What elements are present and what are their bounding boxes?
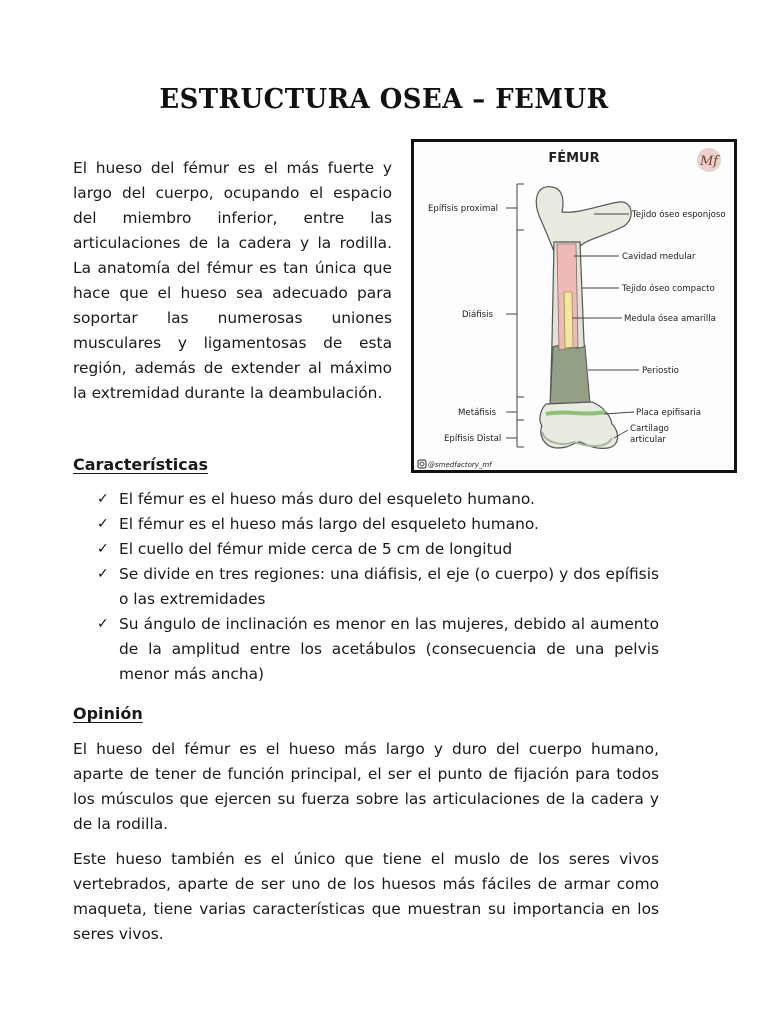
femur-diagram (411, 139, 737, 473)
instagram-credit (418, 460, 493, 469)
logo-text: Mf (699, 154, 719, 169)
left-brackets (506, 184, 524, 447)
label-tejido-compacto: Tejido óseo compacto (622, 284, 715, 294)
list-item: ✓ El cuello del fémur mide cerca de 5 cm de longitud (97, 537, 659, 562)
femur-bone (536, 187, 631, 449)
label-cavidad-medular: Cavidad medular (622, 252, 696, 262)
document-title: ESTRUCTURA OSEA – FEMUR (159, 84, 609, 115)
checkmark-icon: ✓ (97, 516, 109, 532)
figure-title: FÉMUR (548, 151, 600, 166)
label-diafisis: Diáfisis (462, 310, 494, 320)
intro-paragraph: El hueso del fémur es el más fuerte y largo del cuerpo, ocupando el espacio del miembro inferior, entre las articulaciones de la cadera y la rodilla. La anatomía del fémur es tan única que hace que el hueso sea adecuado para soportar las numerosas uniones musculares y ligamentosas de esta región, además de extender al máximo la extremidad durante la deambulación. (73, 159, 392, 402)
opinion-paragraph-2: Este hueso también es el único que tiene el muslo de los seres vivos vertebrados, aparte de ser uno de los huesos más fáciles de armar como maqueta, tiene varias características que muestran su importancia en los seres vivos. (73, 850, 659, 943)
label-tejido-esponjoso: Tejido óseo esponjoso (632, 210, 726, 220)
list-item: ✓ El fémur es el hueso más largo del esqueleto humano. (97, 512, 659, 537)
label-medula-amarilla: Medula ósea amarilla (624, 314, 716, 324)
caracteristicas-list (97, 487, 659, 687)
checkmark-icon: ✓ (97, 616, 109, 632)
label-epifisis-proximal: Epífisis proximal (428, 204, 499, 214)
label-cartilago: Cartílago (630, 424, 669, 434)
logo-badge (697, 148, 721, 172)
opinion-heading: Opinión (73, 704, 143, 723)
credit-text: @smedfactory_mf (428, 461, 492, 469)
list-item: ✓ Su ángulo de inclinación es menor en las mujeres, debido al aumento de la amplitud entre los acetábulos (consecuencia de una pelvis menor más ancha) (97, 612, 659, 687)
list-item: ✓ Se divide en tres regiones: una diáfisis, el eje (o cuerpo) y dos epífisis o las extremidades (97, 562, 659, 612)
label-epifisis-distal: Epífisis Distal (444, 434, 502, 444)
label-metafisis: Metáfisis (458, 408, 497, 418)
checkmark-icon: ✓ (97, 566, 109, 582)
checkmark-icon: ✓ (97, 491, 109, 507)
instagram-icon (418, 460, 426, 468)
label-articular: articular (630, 435, 666, 445)
opinion-paragraph-1: El hueso del fémur es el hueso más largo y duro del cuerpo humano, aparte de tener de función principal, el ser el punto de fijación para todos los músculos que ejercen su fuerza sobre las articulaciones de la cadera y de la rodilla. (73, 740, 659, 833)
label-periostio: Periostio (642, 366, 679, 376)
list-item: ✓ El fémur es el hueso más duro del esqueleto humano. (97, 487, 659, 512)
label-placa-epifisaria: Placa epifisaria (636, 408, 702, 418)
caracteristicas-heading: Características (73, 455, 209, 474)
femur-illustration (414, 142, 734, 470)
checkmark-icon: ✓ (97, 541, 109, 557)
